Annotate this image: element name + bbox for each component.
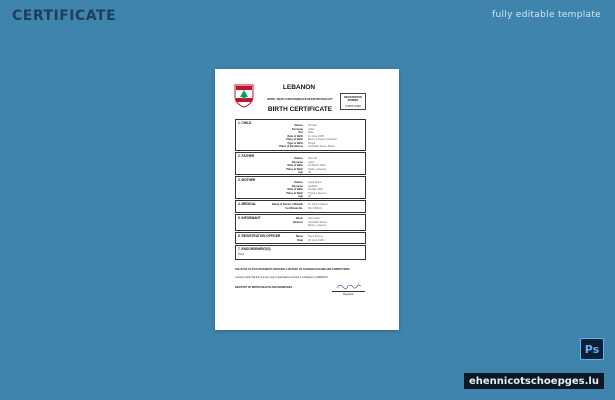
signature-icon xyxy=(336,282,362,290)
field-label: Sex xyxy=(298,131,303,134)
field-value: Layla Mona xyxy=(308,181,322,184)
footer-notice: THE BACK OF THIS DOCUMENT CONTAINS A HISTORY OF CHANGES IN NAME AND CORRECTIONS xyxy=(235,268,350,271)
field-label: Date xyxy=(297,238,303,242)
section-informant xyxy=(235,214,366,231)
registration-number-box xyxy=(340,93,366,110)
tagline: fully editable template xyxy=(492,10,601,20)
section-child xyxy=(235,119,366,151)
section-father xyxy=(235,152,366,175)
section-mother xyxy=(235,176,366,199)
field-label: Type of Birth xyxy=(287,141,303,145)
field-value: Haddad xyxy=(308,184,318,188)
endorsements-text: None xyxy=(238,253,245,256)
field-value: MC 445120 xyxy=(308,206,322,210)
field-label: Name xyxy=(295,217,303,220)
field-value: Rami Khoury xyxy=(308,235,323,238)
footer-registry: REGISTRY OF BIRTHS DEATHS AND MARRIAGES xyxy=(235,286,292,289)
field-value: Hani Ali xyxy=(308,157,317,160)
field-label: Names xyxy=(294,124,303,127)
field-value: Ashrafieh Street xyxy=(308,220,327,224)
cedar-seal-icon xyxy=(233,82,255,108)
field-label: Surname xyxy=(291,160,303,164)
certificate-title: BIRTH CERTIFICATE xyxy=(267,106,333,113)
field-value: Single xyxy=(308,141,316,145)
certificate-document xyxy=(215,69,399,330)
field-label: Certificate No. xyxy=(285,206,303,210)
field-label: Names xyxy=(294,181,303,184)
field-label: Surname xyxy=(291,127,303,131)
field-label: Date of Birth xyxy=(287,164,303,167)
section-title: 1. CHILD xyxy=(238,121,252,125)
field-label: Date of Birth xyxy=(287,188,303,191)
signature-line xyxy=(332,291,365,292)
field-value: Tripoli, Lebanon xyxy=(308,191,327,195)
photoshop-icon: Ps xyxy=(580,338,604,360)
section-registration-officer xyxy=(235,232,366,244)
section-title: 5. INFORMANT xyxy=(238,216,261,220)
field-value: 20 June 1995 xyxy=(308,238,324,242)
field-label: Name xyxy=(295,235,303,238)
section-title: 7. ENDORSEMENT(S) xyxy=(238,247,271,251)
country-name: LEBANON xyxy=(282,84,316,91)
field-label: Date of Birth xyxy=(287,134,303,138)
field-value: 02 May 1965 xyxy=(308,188,323,191)
field-value: 30 xyxy=(308,195,311,198)
field-label: Age xyxy=(298,171,303,174)
field-value: Ali Hani xyxy=(308,124,317,127)
field-label: Names xyxy=(294,157,303,160)
field-label: Place of Birth xyxy=(286,167,303,171)
field-value: Beirut, Lebanon Hospital xyxy=(308,138,337,141)
registration-number-label: REGISTRATION NUMBER xyxy=(344,96,362,102)
field-value: Ashrafieh Street, Beirut xyxy=(308,145,335,148)
registry-act: BIRTH, DEATH AND MARRIAGE REGISTRATION ACT xyxy=(267,98,333,101)
footer-certify: I hereby certify that this is a true copy of particulars recorded in a Register in LEBANON xyxy=(235,276,328,279)
section-title: 2. FATHER xyxy=(238,154,255,158)
field-label: Place of Residence xyxy=(279,145,303,148)
section-title: 6. REGISTRATION OFFICER xyxy=(238,234,281,238)
field-value: Hani Jaber xyxy=(308,217,321,220)
field-value: Saida, Lebanon xyxy=(308,167,327,171)
field-value: Jaber xyxy=(308,160,315,164)
watermark-banner: ehennicotschoepges.lu xyxy=(464,373,604,389)
field-value: Male xyxy=(308,131,314,134)
section-medical xyxy=(235,200,366,213)
section-title: 3. MOTHER xyxy=(238,178,256,182)
registration-number-value: 0 9876 5432 xyxy=(345,104,361,108)
field-label: Address xyxy=(292,220,303,224)
page-title: CERTIFICATE xyxy=(12,8,117,24)
field-value: 35 xyxy=(308,171,311,174)
field-label: Surname xyxy=(291,184,303,188)
field-label: Name of Doctor / Midwife xyxy=(272,203,303,206)
field-label: Age xyxy=(298,195,303,198)
field-value: Jaber xyxy=(308,127,315,131)
section-title: 4. MEDICAL xyxy=(238,202,257,206)
field-value: 12 June 1995 xyxy=(308,134,324,138)
field-value: 15 March 1960 xyxy=(308,164,326,167)
field-value: Beirut, Lebanon xyxy=(308,224,327,227)
field-value: Dr. Karim Nassar xyxy=(308,203,328,206)
field-label: Place of Birth xyxy=(286,191,303,195)
section-endorsements xyxy=(235,245,366,260)
signature-label: Registrar xyxy=(343,293,354,296)
field-label: Place of Birth xyxy=(286,138,303,141)
